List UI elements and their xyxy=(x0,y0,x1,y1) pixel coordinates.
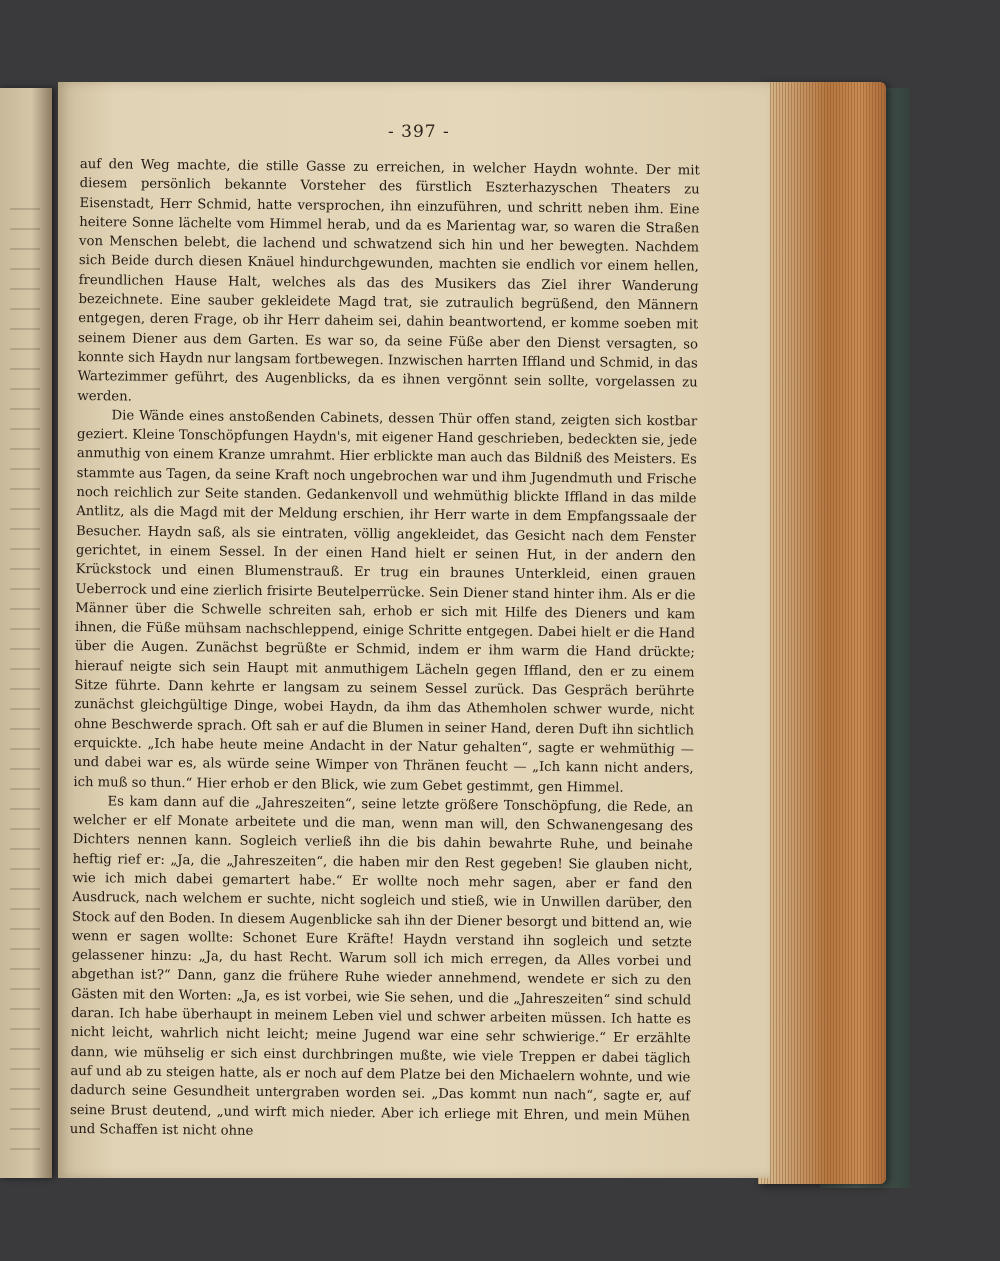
paragraph-1: auf den Weg machte, die stille Gasse zu erreichen, in welcher Haydn wohnte. Der mit diesem persönlich bekannte Vorsteher des fürstlich Eszterhazyschen Theaters zu Eisenstadt, Herr Schmid, hatte versprochen, ihn einzuführen, und schritt neben ihm. Eine heitere Sonne lächelte vom Himmel herab, und da es Marientag war, so waren die Straßen von Menschen belebt, die lachend und schwatzend sich hin und her bewegten. Nachdem sich Beide durch diesen Knäuel hindurchgewunden, machten sie endlich vor einem hellen, freundlichen Hause Halt, welches als das des Musikers das Ziel ihrer Wanderung bezeichnete. Eine sauber gekleidete Magd trat, sie zutraulich begrüßend, den Männern entgegen, deren Frage, ob ihr Herr daheim sei, dahin beantwortend, er komme soeben mit seinem Diener aus dem Garten. Es war so, da seine Füße aber den Dienst versagten, so konnte sich Haydn nur langsam fortbewegen. Inzwischen harrten Iffland und Schmid, in das Wartezimmer geführt, des Augenblicks, da es ihnen vergönnt sein sollte, vorgelassen zu werden. xyxy=(77,156,700,405)
paragraph-3: Es kam dann auf die „Jahreszeiten“, seine letzte größere Tonschöpfung, die Rede, an welcher er elf Monate arbeitete und die man, wenn man will, den Schwanengesang des Dichters nennen kann. Sogleich verließ ihn die bis dahin bewahrte Ruhe, und beinahe heftig rief er: „Ja, die „Jahreszeiten“, die haben mir den Rest gegeben! Sie glauben nicht, wie ich mich dabei gemartert habe.“ Er wollte noch mehr sagen, aber er fand den Ausdruck, nach welchem er suchte, nicht sogleich und stieß, wie in Unwillen darüber, den Stock auf den Boden. In diesem Augenblicke sah ihn der Diener besorgt und bittend an, wie wenn er sagen wollte: Schonet Eure Kräfte! Haydn verstand ihn sogleich und setzte gelassener hinzu: „Ja, du hast Recht. Warum soll ich mich erregen, da Alles vorbei und abgethan ist?“ Dann, ganz die frühere Ruhe wieder annehmend, wendete er sich zu den Gästen mit den Worten: „Ja, es ist vorbei, wie Sie sehen, und die „Jahreszeiten“ sind schuld daran. Ich habe überhaupt in meinem Leben viel und schwer arbeiten müssen. Ich hatte es nicht leicht, wahrlich nicht leicht; meine Jugend war eine sehr schwierige.“ Er erzählte dann, wie mühselig er sich einst durchbringen mußte, wie viele Treppen er dabei täglich auf und ab zu steigen hatte, als er noch auf dem Platze bei den Michaelern wohnte, und wie dadurch seine Gesundheit untergraben worden sei. „Das kommt nun nach“, sagte er, auf seine Brust deutend, „und wirft mich nieder. Aber ich erliege mit Ehren, und mein Mühen und Schaffen ist nicht ohne xyxy=(69,794,694,1139)
body-text xyxy=(70,155,700,1146)
page-block-edge xyxy=(758,82,886,1184)
paragraph-2: Die Wände eines anstoßenden Cabinets, dessen Thür offen stand, zeigten sich kostbar geziert. Kleine Tonschöpfungen Haydn's, mit eigener Hand geschrieben, bedeckten sie, jede anmuthig von einem Kranze umrahmt. Hier erblickte man auch das Bildniß des Meisters. Es stammte aus Tagen, da seine Kraft noch ungebrochen war und ihm Jugendmuth und Frische noch reichlich zur Seite standen. Gedankenvoll und wehmüthig blickte Iffland in das milde Antlitz, als die Magd mit der Meldung erschien, ihr Herr warte in dem Empfangssaale der Besucher. Haydn saß, als sie eintraten, völlig angekleidet, das Gesicht nach dem Fenster gerichtet, in einem Sessel. In der einen Hand hielt er seinen Hut, in der andern den Krückstock und einen Blumenstrauß. Er trug ein braunes Unterkleid, einen grauen Ueberrock und eine zierlich frisirte Beutelperrücke. Sein Diener stand hinter ihm. Als er die Männer über die Schwelle schreiten sah, erhob er sich mit Hilfe des Dieners und kam ihnen, die Füße mühsam nachschleppend, einige Schritte entgegen. Dabei hielt er die Hand über die Augen. Zunächst begrüßte er Schmid, indem er ihm warm die Hand drückte; hierauf neigte sich sein Haupt mit anmuthigem Lächeln gegen Iffland, den er zu einem Sitze führte. Dann kehrte er langsam zu seinem Sessel zurück. Das Gespräch berührte zunächst gleichgültige Dinge, wobei Haydn, da ihm das Athemholen schwer wurde, nicht ohne Beschwerde sprach. Oft sah er auf die Blumen in seiner Hand, deren Duft ihn sichtlich erquickte. „Ich habe heute meine Andacht in der Natur gehalten“, sagte er wehmüthig — und dabei war es, als würde seine Wimper von Thränen feucht — „Ich kann nicht anders, ich muß so thun.“ Hier erhob er den Blick, wie zum Gebet gestimmt, gen Himmel. xyxy=(73,408,698,796)
book-page xyxy=(58,82,770,1178)
facing-page-edge xyxy=(0,88,52,1178)
facing-page-text-shadow xyxy=(10,208,40,1168)
page-number: - 397 - xyxy=(388,122,450,142)
